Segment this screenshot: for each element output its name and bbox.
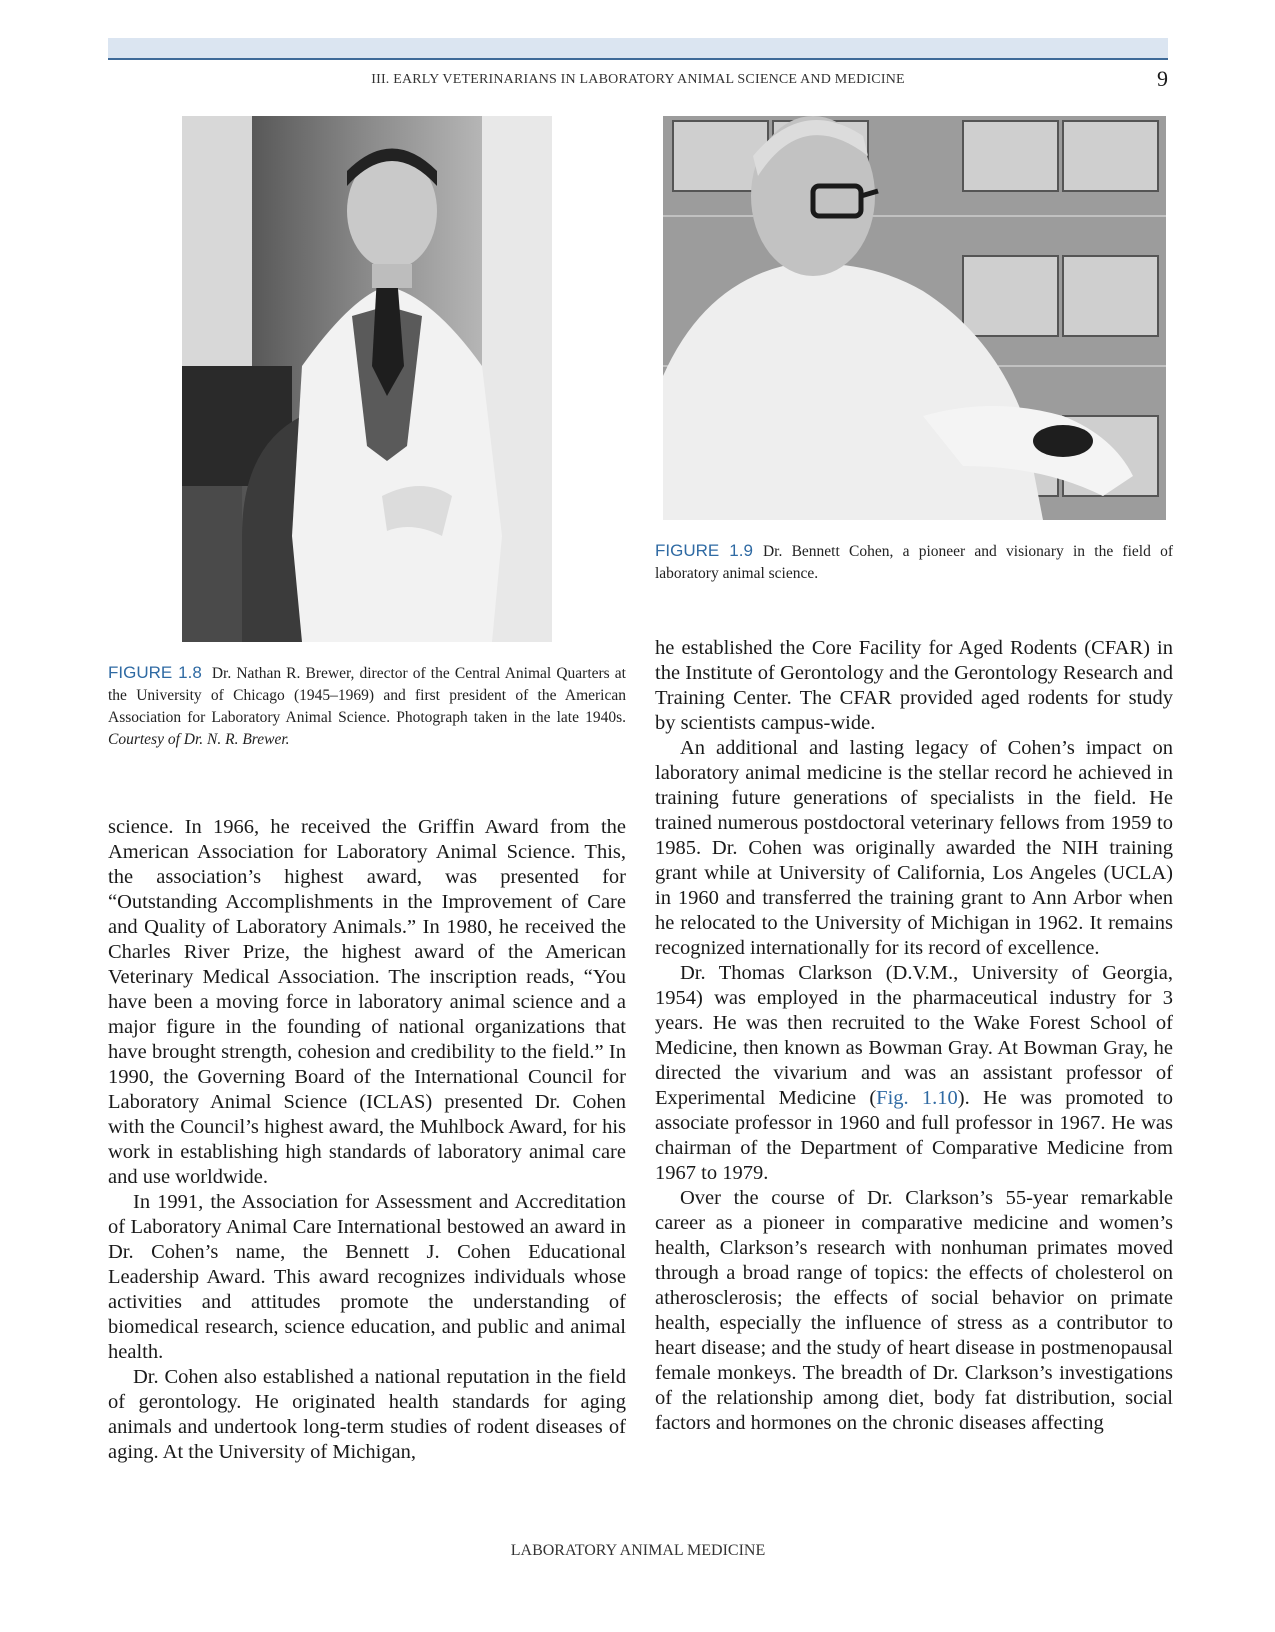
figure-1-9-photo: [663, 116, 1166, 520]
running-foot: LABORATORY ANIMAL MEDICINE: [510, 1542, 766, 1559]
figure-1-9-illustration: [663, 116, 1166, 520]
right-paragraph-2: An additional and lasting legacy of Cohen’s impact on laboratory animal medicine is the stellar record he achieved in training future generations of specialists in the field. He trained numerous postdoctoral veterinary fellows from 1959 to 1985. Dr. Cohen was originally awarded the NIH training grant while at University of California, Los Angeles (UCLA) in 1960 and transferred the training grant to Ann Arbor when he relocated to the University of Michigan in 1962. It remains recognized internationally for its record of excellence.: [655, 737, 1173, 959]
figure-1-8-photo: [182, 116, 552, 642]
left-paragraph-1: science. In 1966, he received the Griffin Award from the American Association for Laboratory Animal Science. This, the association’s highest award, was presented for “Outstanding Accomplishments in the Improvement of Care and Quality of Laboratory Animals.” In 1980, he received the Charles River Prize, the highest award of the American Veterinary Medical Association. The inscription reads, “You have been a moving force in laboratory animal science and a major figure in the founding of national organizations that have brought strength, cohesion and credibility to the field.” In 1990, the Governing Board of the International Council for Laboratory Animal Science (ICLAS) presented Dr. Cohen with the Council’s highest award, the Muhlbock Award, for his work in establishing high standards of laboratory animal care and use worldwide.: [108, 816, 626, 1188]
figure-1-8-caption-text: Dr. Nathan R. Brewer, director of the Central Animal Quarters at the University of Chicago (1945–1969) and first president of the American Association for Laboratory Animal Science. Photograph taken in the late 1940s.: [108, 665, 626, 726]
running-head: III. EARLY VETERINARIANS IN LABORATORY ANIMAL SCIENCE AND MEDICINE: [371, 72, 905, 87]
figure-1-8-courtesy: Courtesy of Dr. N. R. Brewer.: [108, 731, 290, 748]
right-paragraph-3-end: ). He was promoted to associate professor in 1960 and full professor in 1967. He was chairman of the Department of Comparative Medicine from 1967 to 1979.: [655, 1087, 1173, 1184]
left-paragraph-3: Dr. Cohen also established a national reputation in the field of gerontology. He originated health standards for aging animals and undertook long-term studies of rodent diseases of aging. At the University of Michigan,: [108, 1366, 626, 1463]
right-paragraph-4: Over the course of Dr. Clarkson’s 55-year remarkable career as a pioneer in comparative medicine and women’s health, Clarkson’s research with nonhuman primates moved through a broad range of topics: the effects of cholesterol on atherosclerosis; the effects of social behavior on primate health, especially the influence of stress as a contributor to heart disease; and the study of heart disease in postmenopausal female monkeys. The breadth of Dr. Clarkson’s investigations of the relationship among diet, body fat distribution, social factors and hormones on the chronic diseases affecting: [655, 1187, 1173, 1434]
figure-1-10-link[interactable]: Fig. 1.10: [876, 1087, 958, 1109]
figure-1-9-caption-text: Dr. Bennett Cohen, a pioneer and visionary in the field of laboratory animal science.: [655, 543, 1173, 582]
right-column: [655, 636, 1173, 1436]
right-paragraph-3: [655, 961, 1173, 1186]
left-paragraph-2: In 1991, the Association for Assessment and Accreditation of Laboratory Animal Care International bestowed an award in Dr. Cohen’s name, the Bennett J. Cohen Educational Leadership Award. This award recognizes individuals whose activities and attitudes promote the understanding of biomedical research, science education, and public and animal health.: [108, 1191, 626, 1363]
figure-1-9-caption: [655, 540, 1173, 585]
figure-1-8-label: FIGURE 1.8: [108, 663, 202, 682]
header-bar: [108, 38, 1168, 60]
left-column: [108, 815, 626, 1465]
right-paragraph-1: he established the Core Facility for Aged Rodents (CFAR) in the Institute of Gerontology and the Gerontology Research and Training Center. The CFAR provided aged rodents for study by scientists campus-wide.: [655, 637, 1173, 734]
figure-1-8-caption: [108, 662, 626, 751]
page-number: 9: [1157, 66, 1168, 91]
right-paragraph-3-start: Dr. Thomas Clarkson (D.V.M., University of Georgia, 1954) was employed in the pharmaceutical industry for 3 years. He was then recruited to the Wake Forest School of Medicine, then known as Bowman Gray. At Bowman Gray, he directed the vivarium and was an assistant professor of Experimental Medicine (: [655, 962, 1173, 1109]
figure-1-8-illustration: [182, 116, 552, 642]
figure-1-9-label: FIGURE 1.9: [655, 541, 753, 560]
